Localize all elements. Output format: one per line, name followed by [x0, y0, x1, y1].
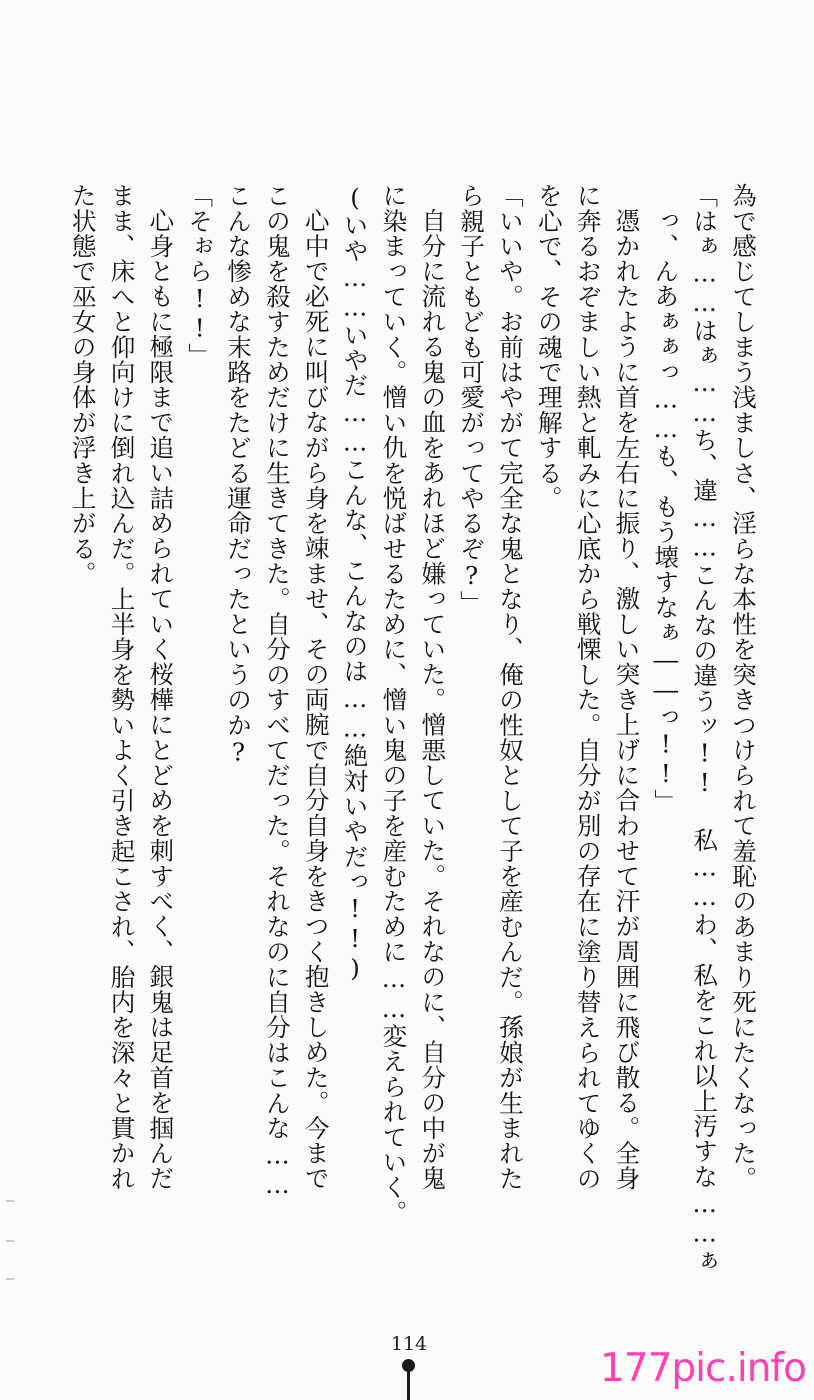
text-line: に染まっていく。憎い仇を悦ばせるために、憎い鬼の子を産むために……変えられていく。 [379, 183, 409, 1225]
text-line: に奔るおぞましい熱と軋みに心底から戦慄した。自分が別の存在に塗り替えられてゆくの [573, 183, 603, 1191]
text-line: っ、んあぁぁっ……も、もう壊すなぁ――っ!!」 [651, 208, 681, 814]
text-line: この鬼を殺すためだけに生きてきた。自分のすべてだった。それなのに自分はこんな…… [262, 183, 292, 1200]
text-line: 自分に流れる鬼の血をあれほど嫌っていた。憎悪していた。それなのに、自分の中が鬼 [418, 208, 448, 1191]
text-line: 為で感じてしまう浅ましさ、淫らな本性を突きつけられて羞恥のあまり死にたくなった。 [729, 183, 758, 1191]
text-line: こんな惨めな末路をたどる運命だったというのか? [224, 183, 254, 767]
scan-edge-mark [6, 1240, 14, 1242]
text-line: 心中で必死に叫びながら身を竦ませ、その両腕で自分自身をきつく抱きしめた。今まで [301, 208, 331, 1191]
text-line: 心身ともに極限まで追い詰められていく桜樺にとどめを刺すべく、銀鬼は足首を掴んだ [146, 208, 176, 1191]
text-line: 「いいや。お前はやがて完全な鬼となり、俺の性奴として子を産むんだ。孫娘が生まれた [495, 183, 525, 1191]
text-line: ら親子ともども可愛がってやるぞ?」 [457, 183, 487, 616]
page-number-stem [407, 1372, 410, 1400]
text-line: 「はぁ……はぁ……ち、違……こんなの違うッ!! 私……わ、私をこれ以上汚すな……ぁ [690, 183, 720, 1274]
page-number-dot [402, 1359, 415, 1372]
vertical-text-block [63, 183, 762, 1274]
page-number: 114 [390, 1333, 428, 1355]
scan-edge-mark [6, 1200, 14, 1202]
text-line: まま、床へと仰向けに倒れ込んだ。上半身を勢いよく引き起こされ、胎内を深々と貫かれ [107, 183, 137, 1191]
text-line: (いや……いやだ……こんな、こんなのは……絶対いやだっ!!) [340, 183, 370, 983]
text-line: 「そぉら!!」 [185, 183, 215, 369]
text-line: た状態で巫女の身体が浮き上がる。 [68, 183, 98, 587]
text-line: を心で、その魂で理解する。 [534, 183, 564, 511]
scan-edge-mark [6, 1278, 14, 1280]
text-line: 憑かれたように首を左右に振り、激しい突き上げに合わせて汗が周囲に飛び散る。全身 [612, 208, 642, 1191]
watermark-text: 177pic.info [599, 1346, 806, 1391]
